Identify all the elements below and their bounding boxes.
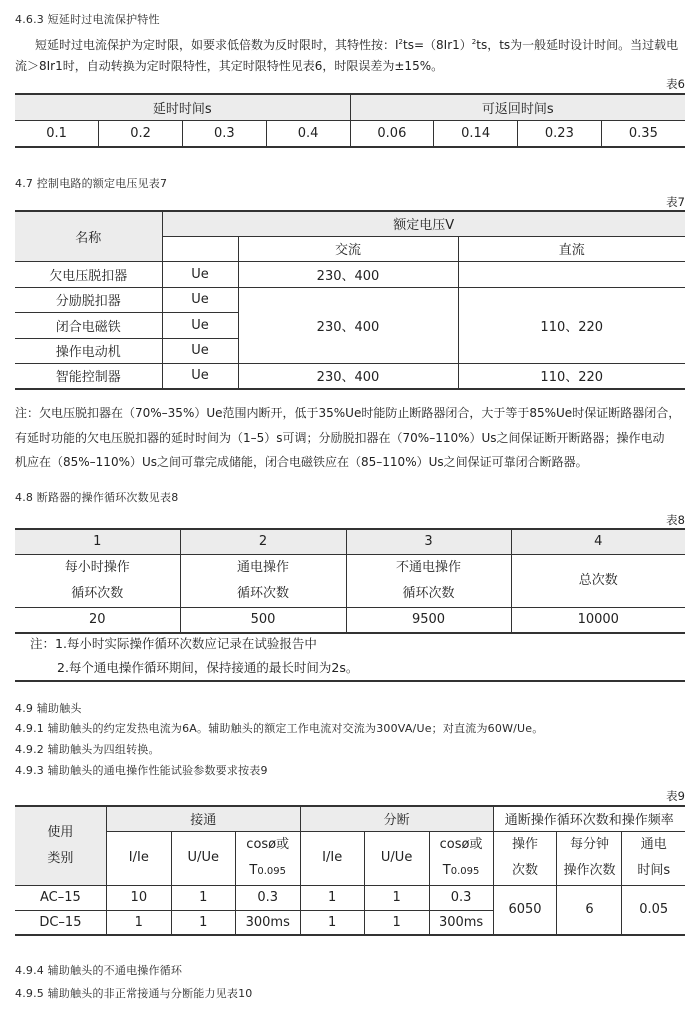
- table6-header-return: 可返回时间s: [350, 94, 685, 120]
- table9-header-row2: [15, 831, 685, 885]
- header-line: 使用: [47, 824, 74, 840]
- table9-cell: 1: [171, 910, 235, 935]
- table7-name: 操作电动机: [15, 338, 162, 363]
- table9-cell: 1: [300, 885, 364, 910]
- cos-label: cosø或: [246, 836, 290, 852]
- table7-dc: 110、220: [458, 363, 685, 389]
- table7-dc: [458, 261, 685, 287]
- table9-cat: AC–15: [15, 885, 106, 910]
- table8-value: 10000: [511, 607, 685, 633]
- table7-u: Ue: [162, 261, 238, 287]
- superscript: 2: [471, 38, 477, 46]
- table8-number: 1: [15, 529, 180, 554]
- table8-number: 4: [511, 529, 685, 554]
- table7-dc-merged: 110、220: [458, 287, 685, 363]
- table8-value: 9500: [346, 607, 511, 633]
- table7: [15, 210, 685, 390]
- table9-header-make: 接通: [106, 806, 300, 831]
- table8-number: 2: [180, 529, 346, 554]
- table6-header-delay: 延时时间s: [15, 94, 350, 120]
- line-4-9-3: 4.9.3 辅助触头的通电操作性能试验参数要求按表9: [15, 764, 268, 777]
- table9-sub-make-cos: [235, 831, 300, 885]
- table7-u: Ue: [162, 338, 238, 363]
- table9-header-row1: [15, 806, 685, 831]
- table9-per-min: 6: [557, 885, 622, 935]
- label-line: 不通电操作: [395, 559, 461, 575]
- table7-u: Ue: [162, 312, 238, 338]
- table9-cell: 0.3: [235, 885, 300, 910]
- table8-note2: 2.每个通电操作循环期间，保持接通的最长时间为2s。: [57, 660, 359, 675]
- table8-label: [180, 554, 346, 607]
- table8-value-row: [15, 607, 685, 633]
- label-line: 通电操作: [236, 559, 289, 575]
- table7-row: [15, 261, 685, 287]
- label-line: 循环次数: [402, 585, 455, 601]
- section-heading-4-6-3: 4.6.3 短延时过电流保护特性: [15, 13, 160, 26]
- t-letter: T: [442, 862, 451, 878]
- table7-caption: 表7: [666, 195, 685, 209]
- table6-header-row: [15, 94, 685, 120]
- line-4-9-2: 4.9.2 辅助触头为四组转换。: [15, 743, 160, 756]
- header-line: 类别: [47, 850, 74, 866]
- table9-ops: 6050: [493, 885, 557, 935]
- table7-header-rated-voltage: 额定电压V: [162, 211, 685, 236]
- section-heading-4-8: 4.8 断路器的操作循环次数见表8: [15, 491, 179, 504]
- table9-cell: 10: [106, 885, 171, 910]
- table9-cell: 300ms: [235, 910, 300, 935]
- table8-label-row: [15, 554, 685, 607]
- table9-cell: 300ms: [429, 910, 493, 935]
- table6-cell: 0.14: [434, 120, 518, 147]
- table9-sub-break-i: I/Ie: [300, 831, 364, 885]
- table6-cell: 0.06: [350, 120, 434, 147]
- table9-sub-on-time: [622, 831, 685, 885]
- table7-name: 闭合电磁铁: [15, 312, 162, 338]
- note7-line3: 机应在（85%–110%）Us之间可靠完成储能，闭合电磁铁应在（85–110%）Us之间保证可靠闭合断路器。: [15, 455, 588, 469]
- table8-label: 总次数: [511, 554, 685, 607]
- table9-sub-ops: [493, 831, 557, 885]
- t-label: [236, 858, 300, 885]
- table6-data-row: [15, 120, 685, 147]
- table7-ac: 230、400: [238, 261, 458, 287]
- table7-name: 分励脱扣器: [15, 287, 162, 312]
- table6-cell: 0.4: [266, 120, 350, 147]
- table9-cell: 1: [106, 910, 171, 935]
- table7-header-row1: [15, 211, 685, 236]
- table7-header-blank: [162, 236, 238, 261]
- t-index: 0.095: [450, 865, 480, 877]
- superscript: 2: [398, 38, 404, 46]
- header-line: 时间s: [637, 863, 671, 878]
- para-text-c: ts，ts为一般延时设计时间。当过载电: [476, 38, 679, 52]
- table6: [15, 93, 685, 148]
- table6-cell: 0.35: [601, 120, 685, 147]
- table9-sub-break-cos: [429, 831, 493, 885]
- table8-label: [15, 554, 180, 607]
- paragraph-short-delay-line2: 流＞8Ir1时，自动转换为定时限特性，其定时限特性见表6，时限误差为±15%。: [15, 59, 444, 73]
- table9-caption: 表9: [666, 789, 685, 803]
- header-line: 操作: [512, 837, 539, 852]
- table9-sub-make-u: U/Ue: [171, 831, 235, 885]
- label-line: 循环次数: [236, 585, 289, 601]
- table6-cell: 0.2: [99, 120, 183, 147]
- table7-name: 智能控制器: [15, 363, 162, 389]
- table7-u: Ue: [162, 363, 238, 389]
- table9-cell: 1: [364, 885, 429, 910]
- header-line: 操作次数: [563, 863, 616, 878]
- table9-on-time: 0.05: [622, 885, 685, 935]
- table7-header-ac: 交流: [238, 236, 458, 261]
- table7-u: Ue: [162, 287, 238, 312]
- table8-number: 3: [346, 529, 511, 554]
- header-line: 次数: [512, 863, 539, 878]
- table8-caption: 表8: [666, 513, 685, 527]
- table8-value: 20: [15, 607, 180, 633]
- table9-sub-break-u: U/Ue: [364, 831, 429, 885]
- t-letter: T: [249, 862, 258, 878]
- table8-note1: 注：1.每小时实际操作循环次数应记录在试验报告中: [30, 636, 317, 651]
- table9-cat: DC–15: [15, 910, 106, 935]
- table6-cell: 0.3: [183, 120, 267, 147]
- para-text-a: 短延时过电流保护为定时限，如要求低倍数为反时限时，其特性按：I: [35, 38, 399, 52]
- table7-ac-merged: 230、400: [238, 287, 458, 363]
- line-4-9-5: 4.9.5 辅助触头的非正常接通与分断能力见表10: [15, 987, 253, 1000]
- table7-name: 欠电压脱扣器: [15, 261, 162, 287]
- label-line: 每小时操作: [64, 559, 130, 575]
- t-index: 0.095: [257, 865, 287, 877]
- table9-header-category: [15, 806, 106, 885]
- table7-row: [15, 287, 685, 312]
- note7-line2: 有延时功能的欠电压脱扣器的延时时间为（1–5）s可调；分励脱扣器在（70%–110%）Us之间保证断开断路器；操作电动: [15, 431, 665, 445]
- paragraph-short-delay-line1: [35, 30, 678, 57]
- table8-notes-bottom-rule: [15, 680, 685, 682]
- line-4-9-1: 4.9.1 辅助触头的约定发热电流为6A。辅助触头的额定工作电流对交流为300VA/Ue；对直流为60W/Ue。: [15, 722, 544, 735]
- table9-cell: 1: [364, 910, 429, 935]
- header-line: 每分钟: [569, 837, 609, 852]
- para-text-b: ts=（8Ir1）: [403, 38, 472, 52]
- table8-number-row: [15, 529, 685, 554]
- table9-cell: 1: [300, 910, 364, 935]
- table7-row: [15, 363, 685, 389]
- table7-header-dc: 直流: [458, 236, 685, 261]
- table9-sub-make-i: I/Ie: [106, 831, 171, 885]
- header-line: 通电: [640, 837, 667, 852]
- table8-value: 500: [180, 607, 346, 633]
- table6-caption: 表6: [666, 77, 685, 91]
- table8-label: [346, 554, 511, 607]
- table6-cell: 0.1: [15, 120, 99, 147]
- table9-cell: 0.3: [429, 885, 493, 910]
- table7-header-name: 名称: [15, 211, 162, 261]
- table9-sub-per-min: [557, 831, 622, 885]
- table8: [15, 528, 685, 634]
- section-heading-4-9: 4.9 辅助触头: [15, 702, 82, 715]
- table9-header-cycles: 通断操作循环次数和操作频率: [493, 806, 685, 831]
- table9-cell: 1: [171, 885, 235, 910]
- label-line: 循环次数: [71, 585, 124, 601]
- table9-header-break: 分断: [300, 806, 493, 831]
- table9: [15, 805, 685, 936]
- table7-ac: 230、400: [238, 363, 458, 389]
- cos-label: cosø或: [439, 836, 483, 852]
- section-heading-4-7: 4.7 控制电路的额定电压见表7: [15, 177, 168, 190]
- note7-line1: 注：欠电压脱扣器在（70%–35%）Ue范围内断开，低于35%Ue时能防止断路器闭合，大于等于85%Ue时保证断路器闭合，: [15, 406, 681, 420]
- table9-row-ac15: [15, 885, 685, 910]
- table6-cell: 0.23: [518, 120, 602, 147]
- line-4-9-4: 4.9.4 辅助触头的不通电操作循环: [15, 964, 183, 977]
- t-label: [430, 858, 493, 885]
